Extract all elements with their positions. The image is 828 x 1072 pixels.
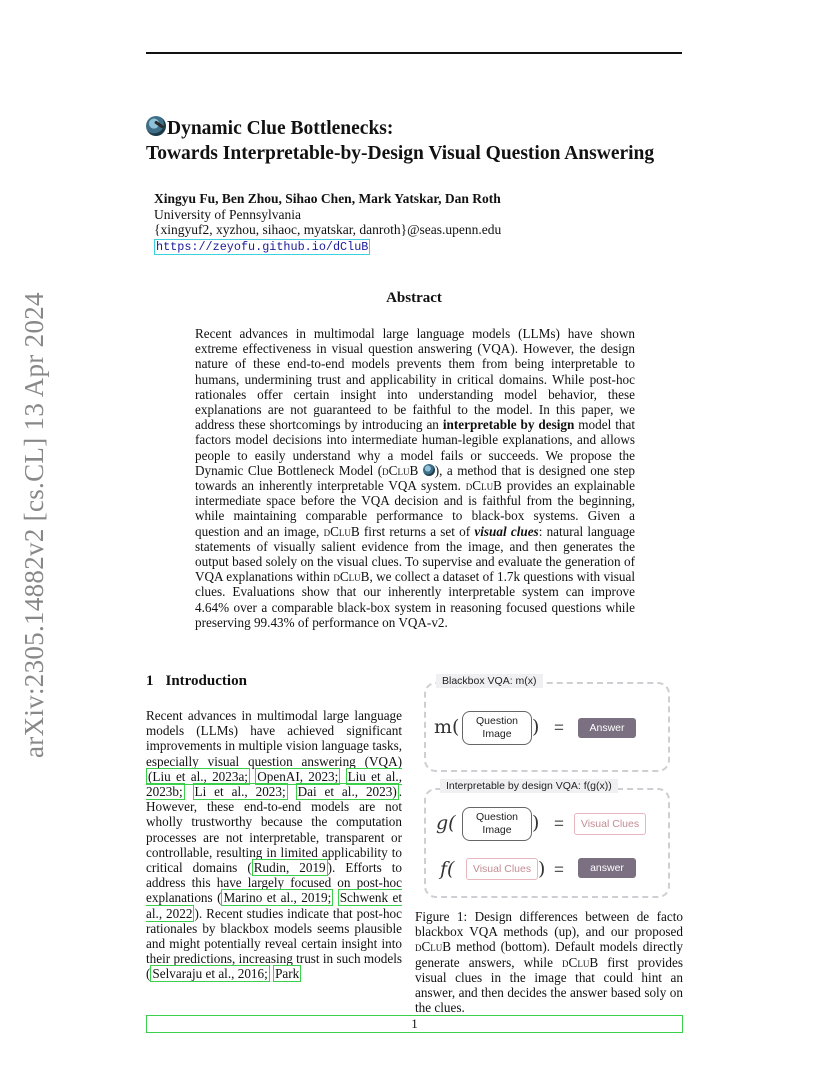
citation-link[interactable]: OpenAI, 2023; xyxy=(257,768,339,784)
visual-clues-term: visual clues xyxy=(474,523,539,539)
citation-link[interactable]: Dai et al., 2023) xyxy=(297,784,397,800)
introduction-text xyxy=(146,708,402,982)
section-title: Introduction xyxy=(165,673,247,689)
interpretable-panel xyxy=(424,788,670,898)
author-block xyxy=(154,191,501,255)
arxiv-identifier: arXiv:2305.14882v2 [cs.CL] 13 Apr 2024 xyxy=(19,292,49,758)
abstract-text: : natural language statements of visually salient evidence from the image, and then generates the output based solely on the visual clues. To supervise and evaluate the generation of VQA explanations within xyxy=(195,523,636,585)
caption-text: Figure 1: Design differences between de facto blackbox VQA methods (up), and our proposed xyxy=(415,909,683,940)
g-function-close: ) xyxy=(532,812,540,834)
citation-link[interactable]: (Liu et al., 2023a; xyxy=(148,768,248,784)
question-image-box: Question Image xyxy=(462,807,532,841)
citation-link[interactable]: Rudin, 2019 xyxy=(253,860,326,876)
intro-text: Recent advances in multimodal large language models (LLMs) have achieved significant improvements in multiple vision language tasks, especially visual question answering (VQA) xyxy=(146,708,402,769)
caption-text: first provides visual clues in the image that could hint an answer, and then decides the answer based soly on the clues. xyxy=(415,954,683,1016)
f-function-close: ) xyxy=(538,858,546,880)
title-line-2: Towards Interpretable-by-Design Visual Question Answering xyxy=(146,143,655,164)
abstract-text: ), a method that is designed one step towards an inherently interpretable VQA system. xyxy=(195,462,635,494)
intro-text: ). Recent studies indicate that post-hoc rationales by blackbox models seems plausible and might potentially reveal certain insight into their predictions, increasing trust in such models ( xyxy=(146,905,403,982)
page-number: 1 xyxy=(146,1015,683,1033)
paper-title xyxy=(146,116,706,166)
caption-text: method (bottom). Default models directly generate answers, while xyxy=(415,939,683,970)
abstract-bold-term: interpretable by design xyxy=(442,417,575,433)
author-names: Xingyu Fu, Ben Zhou, Sihao Chen, Mark Yatskar, Dan Roth xyxy=(154,191,501,206)
f-function-open: f( xyxy=(440,858,455,880)
abstract-body xyxy=(195,326,635,630)
dclub-logo-icon xyxy=(423,464,435,476)
visual-clues-box: Visual Clues xyxy=(466,858,538,880)
section-number: 1 xyxy=(146,673,154,689)
equals-sign: = xyxy=(554,860,564,879)
project-url-link[interactable]: https://zeyofu.github.io/dCluB xyxy=(156,239,369,254)
abstract-text: Recent advances in multimodal large language models (LLMs) have shown extreme effectiveness in visual question answering (VQA). However, the design nature of these end-to-end models prevents them from being interpretable to humans, undermining trust and applicability in critical domains. While post-hoc rationales offer certain insight into understanding model behavior, these explanations are not guaranteed to be faithful to the model. In this paper, we address these shortcomings by introducing an xyxy=(195,326,635,433)
citation-link[interactable]: Selvaraju et al., 2016; xyxy=(152,966,268,982)
equals-sign: = xyxy=(554,814,564,833)
abstract-text: provides an explainable intermediate space before the VQA decision and is faithful from the beginning, while maintaining comparable performance to black-box systems. Given a question and an image, xyxy=(195,478,635,539)
intro-text: ). Efforts to address this have largely focused on post-hoc explanations ( xyxy=(146,860,403,906)
method-name: dCluB xyxy=(382,462,419,478)
answer-box: Answer xyxy=(578,718,636,738)
method-name: dCluB xyxy=(323,523,360,539)
citation-link[interactable]: Schwenk et al., 2022 xyxy=(146,890,402,921)
figure-caption xyxy=(415,909,683,1015)
method-name: dCluB xyxy=(562,954,599,970)
m-function-open: m( xyxy=(434,716,460,738)
citation-link[interactable]: Marino et al., 2019; xyxy=(223,890,332,906)
visual-clues-box: Visual Clues xyxy=(574,813,646,835)
dclub-logo-icon xyxy=(146,116,166,136)
citation-link[interactable]: Park xyxy=(275,966,300,982)
citation-link[interactable]: Liu et al., 2023b; xyxy=(146,768,402,800)
question-image-box: Question Image xyxy=(462,711,532,745)
equals-sign: = xyxy=(554,718,564,737)
affiliation: University of Pennsylvania xyxy=(154,206,301,222)
answer-box: answer xyxy=(578,858,636,878)
abstract-heading: Abstract xyxy=(386,290,442,306)
top-rule xyxy=(146,52,682,54)
interpretable-panel-label: Interpretable by design VQA: f(g(x)) xyxy=(440,779,618,793)
abstract-text: , we collect a dataset of 1.7k questions with visual clues. Evaluations show that our inherently interpretable system can improve 4.64% over a comparable black-box system in reasoning focused questions while preserving 99.43% of performance on VQA-v2. xyxy=(195,569,635,630)
citation-link[interactable]: Li et al., 2023; xyxy=(194,784,286,800)
abstract-text: model that factors model decisions into intermediate human-legible explanations, and allows people to easily understand why a model fails or succeeds. We propose the Dynamic Clue Bottleneck Model ( xyxy=(195,417,635,478)
intro-text: . However, these end-to-end models are not wholly trustworthy because the computation processes are not interpretable, transparent or controllable, resulting in limited applicability to critical domains ( xyxy=(146,784,403,876)
section-heading xyxy=(146,673,247,690)
abstract-text: first returns a set of xyxy=(359,523,475,539)
g-function-open: g( xyxy=(436,812,456,834)
figure-1-diagram xyxy=(418,672,690,902)
method-name: dCluB xyxy=(415,939,452,955)
title-line-1: Dynamic Clue Bottlenecks: xyxy=(167,118,394,139)
author-emails: {xingyuf2, xyzhou, sihaoc, myatskar, danroth}@seas.upenn.edu xyxy=(154,222,502,237)
method-name: dCluB xyxy=(333,569,370,585)
blackbox-panel-label: Blackbox VQA: m(x) xyxy=(436,674,543,688)
m-function-close: ) xyxy=(532,716,540,738)
method-name: dCluB xyxy=(465,478,502,494)
